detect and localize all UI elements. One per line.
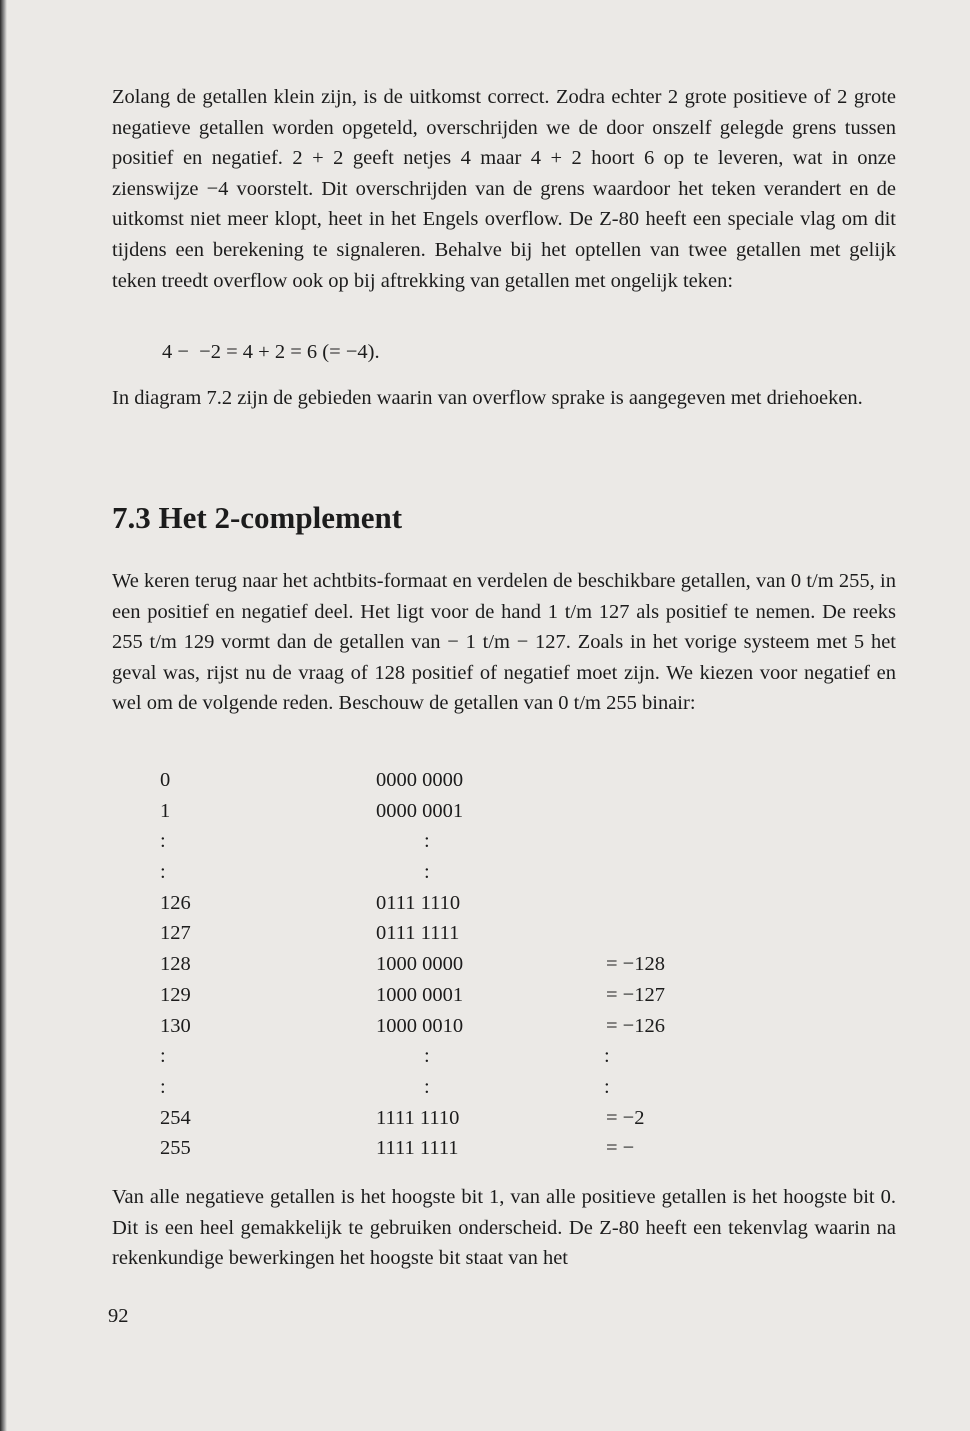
table-row: [160, 1072, 720, 1103]
decimal-value: :: [160, 1045, 166, 1068]
binary-value: 1000 0001: [376, 983, 464, 1006]
negative-value: :: [604, 1045, 610, 1068]
decimal-value: 126: [160, 891, 191, 914]
binary-value: :: [424, 1045, 430, 1068]
decimal-value: 127: [160, 922, 191, 945]
table-row: [160, 1133, 720, 1164]
negative-value: = −127: [606, 983, 665, 1006]
decimal-value: 1: [160, 799, 171, 822]
page-number: 92: [108, 1305, 129, 1327]
table-row: [160, 826, 720, 857]
table-row: [160, 857, 720, 888]
negative-value: = −2: [606, 1106, 645, 1129]
binary-table: [160, 765, 720, 1164]
table-row: [160, 765, 720, 796]
negative-value: = −126: [606, 1014, 665, 1037]
binary-value: 1111 1111: [376, 1137, 459, 1160]
decimal-value: 254: [160, 1106, 191, 1129]
decimal-value: 130: [160, 1014, 191, 1037]
table-row: [160, 980, 720, 1011]
table-row: [160, 918, 720, 949]
decimal-value: :: [160, 830, 166, 853]
section-heading: 7.3 Het 2-complement: [112, 500, 403, 535]
binary-value: :: [424, 1075, 430, 1098]
binary-value: 0111 1111: [376, 922, 460, 945]
overflow-formula: 4 − −2 = 4 + 2 = 6 (= −4).: [162, 341, 380, 363]
decimal-value: :: [160, 1075, 166, 1098]
table-row: [160, 888, 720, 919]
page-edge-shadow: [0, 0, 7, 1431]
decimal-value: 129: [160, 983, 191, 1006]
decimal-value: 0: [160, 769, 171, 791]
binary-value: 0111 1110: [376, 891, 461, 914]
table-row: [160, 1103, 720, 1134]
decimal-value: :: [160, 861, 166, 884]
table-row: [160, 1041, 720, 1072]
binary-value: 1000 0010: [376, 1014, 464, 1037]
table-row: [160, 796, 720, 827]
binary-value: 0000 0001: [376, 799, 464, 822]
paragraph-overflow-intro: Zolang de getallen klein zijn, is de uitkomst correct. Zodra echter 2 grote positieve of 2 grote negatieve getallen worden opgeteld, overschrijden we de door onszelf gelegde grens tussen positief en negatief. 2 + 2 geeft netjes 4 maar 4 + 2 hoort 6 op te leveren, wat in onze zienswijze −4 voorstelt. Dit overschrijden van de grens waardoor het teken verandert en de uitkomst niet meer klopt, heet in het Engels overflow. De Z-80 heeft een speciale vlag om dit tijdens een berekening te signaleren. Behalve bij het optellen van twee getallen met gelijk teken treedt overflow ook op bij aftrekking van getallen met ongelijk teken:: [112, 86, 896, 292]
binary-value: :: [424, 830, 430, 853]
decimal-value: 128: [160, 953, 191, 976]
binary-value: 0000 0000: [376, 769, 464, 791]
binary-value: 1111 1110: [376, 1106, 460, 1129]
paragraph-diagram-reference: In diagram 7.2 zijn de gebieden waarin van overflow sprake is aangegeven met driehoeken.: [112, 387, 863, 409]
paragraph-eightbit-format: We keren terug naar het achtbits-formaat en verdelen de beschikbare getallen, van 0 t/m 255, in een positief en negatief deel. Het ligt voor de hand 1 t/m 127 als positief te nemen. De reeks 255 t/m 129 vormt dan de getallen van − 1 t/m − 127. Zoals in het vorige systeem met 5 het geval was, rijst nu de vraag of 128 positief of negatief moet zijn. We kiezen voor negatief en wel om de volgende reden. Beschouw de getallen van 0 t/m 255 binair:: [112, 570, 896, 715]
binary-value: 1000 0000: [376, 953, 464, 976]
table-row: [160, 1011, 720, 1042]
paragraph-sign-bit: Van alle negatieve getallen is het hoogste bit 1, van alle positieve getallen is het hoogste bit 0. Dit is een heel gemakkelijk te gebruiken onderscheid. De Z-80 heeft een tekenvlag waarin na rekenkundige bewerkingen het hoogste bit staat van het: [112, 1186, 896, 1270]
binary-value: :: [424, 861, 430, 884]
negative-value: :: [604, 1075, 610, 1098]
negative-value: = −128: [606, 953, 665, 976]
negative-value: = −: [606, 1137, 635, 1160]
decimal-value: 255: [160, 1137, 191, 1160]
table-row: [160, 949, 720, 980]
